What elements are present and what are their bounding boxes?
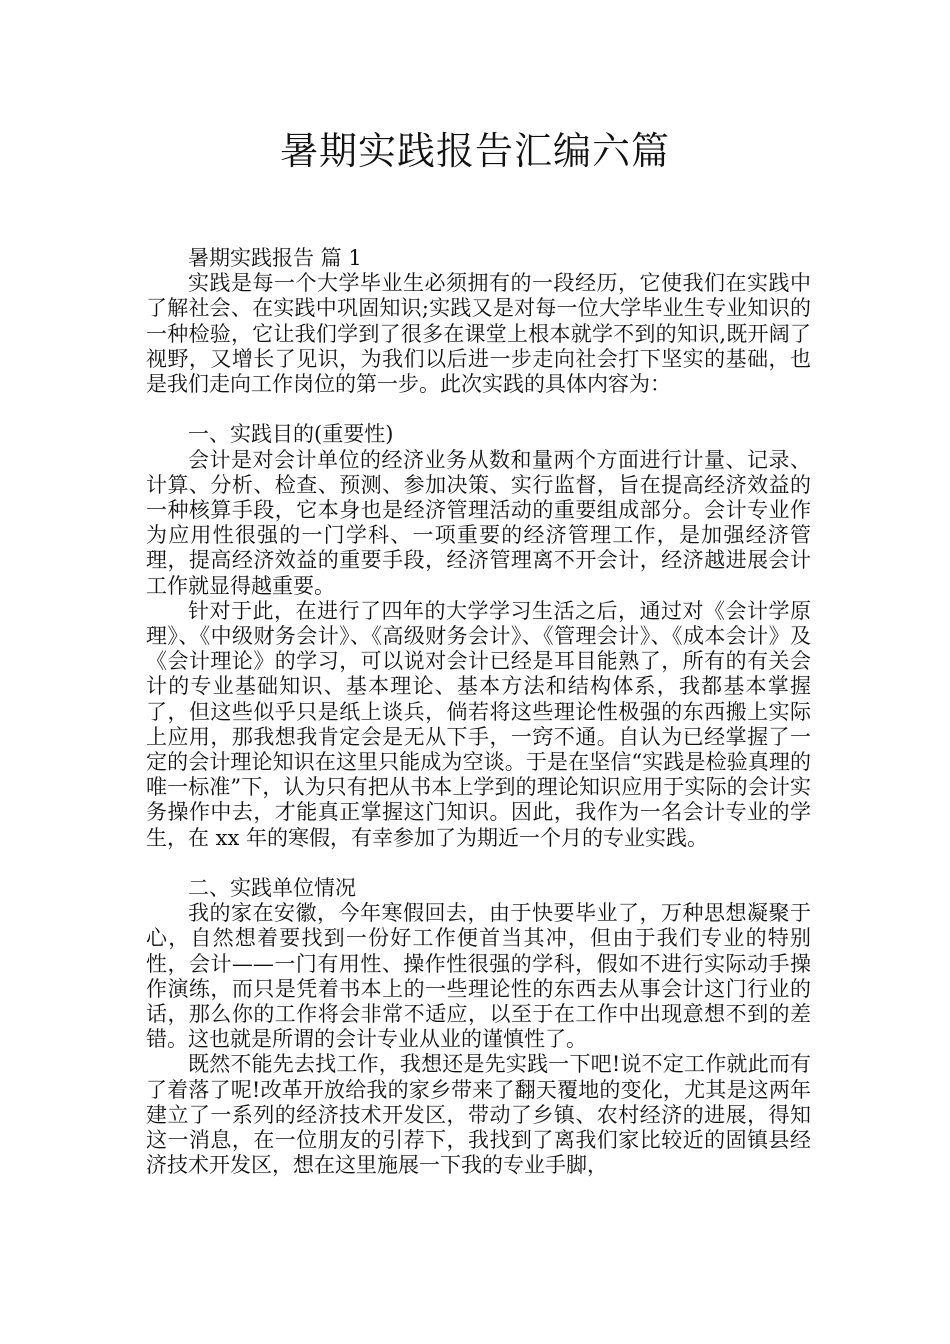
paragraph-practice-start: 既然不能先去找工作，我想还是先实践一下吧!说不定工作就此而有了着落了呢!改革开放给我的家乡带来了翻天覆地的变化，尤其是这两年建立了一系列的经济技术开发区，带动了乡镇、农村经济的进展，得知这一消息，在一位朋友的引荐下，我找到了离我们家比较近的固镇县经济技术开发区，想在这里施展一下我的专业手脚， xyxy=(146,1052,811,1178)
document-title: 暑期实践报告汇编六篇 xyxy=(279,129,670,173)
paragraph-intro: 实践是每一个大学毕业生必须拥有的一段经历，它使我们在实践中了解社会、在实践中巩固知识;实践又是对每一位大学毕业生专业知识的一种检验，它让我们学到了很多在课堂上根本就学不到的知识,既开阔了视野，又增长了见识，为我们以后进一步走向社会打下坚实的基础，也是我们走向工作岗位的第一步。此次实践的具体内容为： xyxy=(146,271,811,397)
article-heading: 暑期实践报告 篇 1 xyxy=(188,246,362,270)
paragraph-hometown: 我的家在安徽，今年寒假回去，由于快要毕业了，万种思想凝聚于心，自然想着要找到一份好工作便首当其冲，但由于我们专业的特别性，会计——一门有用性、操作性很强的学科，假如不进行实际动手操作演练，而只是凭着书本上的一些理论性的东西去从事会计这门行业的话，那么你的工作将会非常不适应，以至于在工作中出现意想不到的差错。这也就是所谓的会计专业从业的谨慎性了。 xyxy=(146,901,811,1052)
paragraph-gap xyxy=(146,397,811,422)
paragraph-accounting-definition: 会计是对会计单位的经济业务从数和量两个方面进行计量、记录、计算、分析、检查、预测、参加决策、实行监督，旨在提高经济效益的一种核算手段，它本身也是经济管理活动的重要组成部分。会计专业作为应用性很强的一门学科、一项重要的经济管理工作，是加强经济管理，提高经济效益的重要手段，经济管理离不开会计，经济越进展会计工作就显得越重要。 xyxy=(146,447,811,598)
section-heading-purpose: 一、实践目的(重要性) xyxy=(188,422,394,447)
document-body xyxy=(146,246,811,1178)
paragraph-study-background: 针对于此，在进行了四年的大学学习生活之后，通过对《会计学原理》、《中级财务会计》、《高级财务会计》、《管理会计》、《成本会计》及《会计理论》的学习，可以说对会计已经是耳目能熟了，所有的有关会计的专业基础知识、基本理论、基本方法和结构体系，我都基本掌握了，但这些似乎只是纸上谈兵，倘若将这些理论性极强的东西搬上实际上应用，那我想我肯定会是无从下手，一窍不通。自认为已经掌握了一定的会计理论知识在这里只能成为空谈。于是在坚信“实践是检验真理的唯一标准”下，认为只有把从书本上学到的理论知识应用于实际的会计实务操作中去，才能真正掌握这门知识。因此，我作为一名会计专业的学生，在 xx 年的寒假，有幸参加了为期近一个月的专业实践。 xyxy=(146,598,811,850)
section-heading-unit: 二、实践单位情况 xyxy=(188,876,356,901)
paragraph-gap xyxy=(146,851,811,876)
